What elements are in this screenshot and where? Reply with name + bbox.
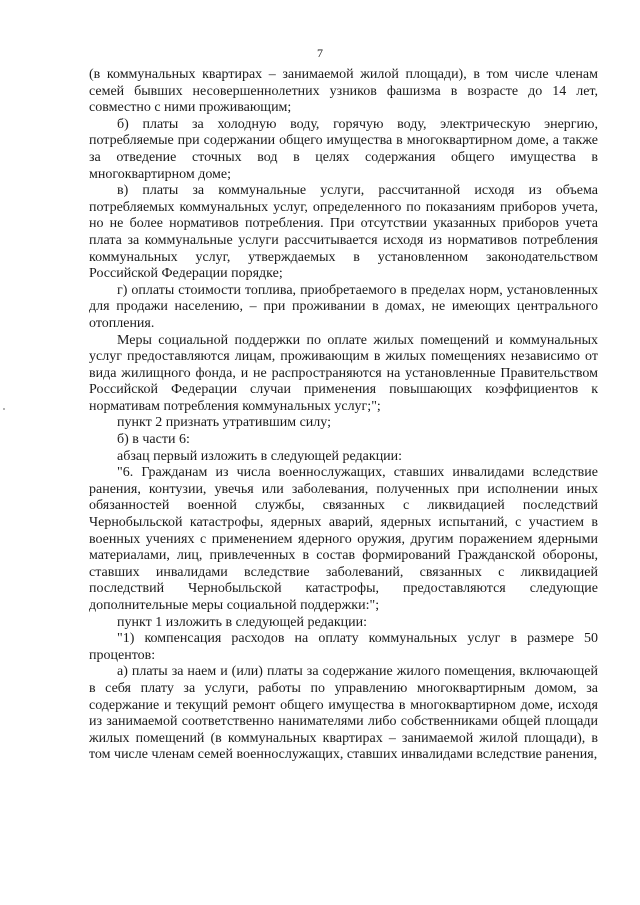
- paragraph: "1) компенсация расходов на оплату коммунальных услуг в размере 50 процентов:: [89, 631, 598, 663]
- paragraph: Меры социальной поддержки по оплате жилых помещений и коммунальных услуг предоставляются лицам, проживающим в жилых помещениях независимо от вида жилищного фонда, и не распространяются на установленные Правительством Российской Федерации случаи применения повышающих коэффициентов к нормативам потребления коммунальных услуг;";: [89, 332, 598, 414]
- paragraph: (в коммунальных квартирах – занимаемой жилой площади), в том числе членам семей бывших несовершеннолетних узников фашизма в возрасте до 14 лет, совместно с ними проживающим;: [89, 67, 598, 116]
- paragraph: пункт 1 изложить в следующей редакции:: [117, 614, 367, 630]
- scan-speck: [3, 408, 5, 410]
- paragraph: абзац первый изложить в следующей редакции:: [117, 448, 403, 464]
- body-text: [89, 67, 598, 764]
- paragraph: пункт 2 признать утратившим силу;: [117, 415, 331, 431]
- paragraph: б) в части 6:: [117, 432, 190, 448]
- paragraph: "6. Гражданам из числа военнослужащих, ставших инвалидами вследствие ранения, контузии, увечья или заболевания, полученных при исполнении иных обязанностей военной службы, связанных с ликвидацией последствий Чернобыльской катастрофы, ядерных аварий, ядерных испытаний, с участием в военных учениях с применением ядерного оружия, другим поражением ядерными материалами, лиц, привлеченных в состав формирований Гражданской обороны, ставших инвалидами вследствие заболеваний, связанных с ликвидацией последствий Чернобыльской катастрофы, предоставляются следующие дополнительные меры социальной поддержки:";: [89, 465, 598, 613]
- paragraph: г) оплаты стоимости топлива, приобретаемого в пределах норм, установленных для продажи населению, – при проживании в домах, не имеющих центрального отопления.: [89, 282, 598, 331]
- paragraph: в) платы за коммунальные услуги, рассчитанной исходя из объема потребляемых коммунальных услуг, определенного по показаниям приборов учета, но не более нормативов потребления. При отсутствии указанных приборов учета плата за коммунальные услуги рассчитывается исходя из нормативов потребления коммунальных услуг, утверждаемых в установленном законодательством Российской Федерации порядке;: [89, 183, 598, 282]
- page-number: 7: [317, 46, 323, 60]
- paragraph: б) платы за холодную воду, горячую воду, электрическую энергию, потребляемые при содержании общего имущества в многоквартирном доме, а также за отведение сточных вод в целях содержания общего имущества в многоквартирном доме;: [89, 116, 598, 182]
- paragraph: а) платы за наем и (или) платы за содержание жилого помещения, включающей в себя плату за услуги, работы по управлению многоквартирным домом, за содержание и текущий ремонт общего имущества в многоквартирном доме, исходя из занимаемой соответственно нанимателями либо собственниками общей площади жилых помещений (в коммунальных квартирах – занимаемой жилой площади), в том числе членам семей военнослужащих, ставших инвалидами вследствие ранения,: [89, 664, 598, 763]
